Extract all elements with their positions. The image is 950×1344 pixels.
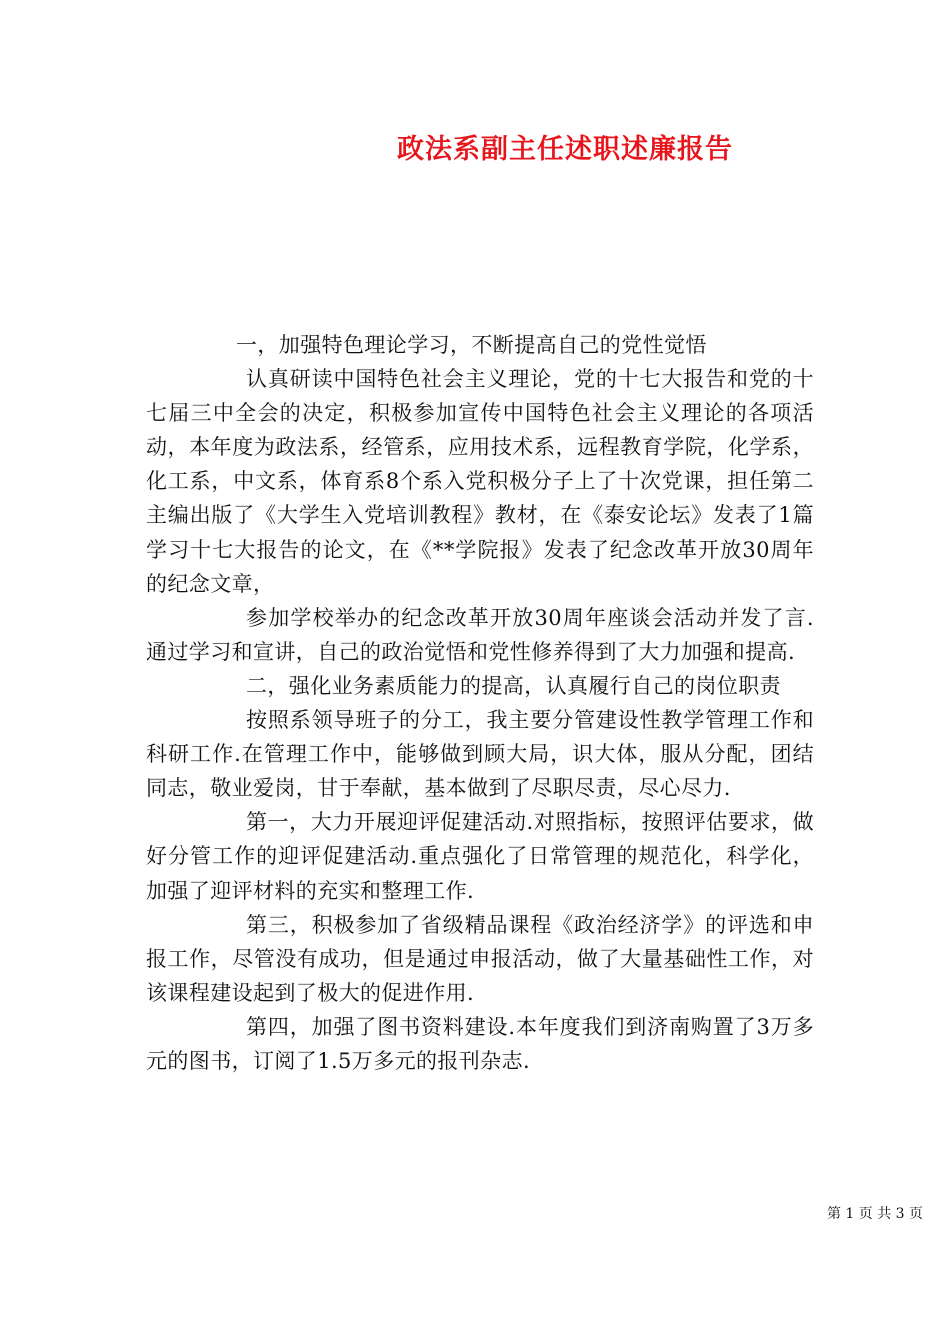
body-paragraph: 参加学校举办的纪念改革开放30周年座谈会活动并发了言.通过学习和宣讲，自己的政治觉悟和党性修养得到了大力加强和提高. (146, 605, 814, 664)
page-footer (0, 1205, 950, 1223)
page-number: 第 1 页 共 3 页 (826, 1206, 924, 1222)
document-body (146, 328, 814, 1078)
body-paragraph: 按照系领导班子的分工，我主要分管建设性教学管理工作和科研工作.在管理工作中，能够做到顾大局，识大体，服从分配，团结同志，敬业爱岗，甘于奉献，基本做到了尽职尽责，尽心尽力. (146, 708, 814, 801)
body-paragraph: 认真研读中国特色社会主义理论，党的十七大报告和党的十七届三中全会的决定，积极参加宣传中国特色社会主义理论的各项活动，本年度为政法系，经管系，应用技术系，远程教育学院，化学系，化工系，中文系，体育系8个系入党积极分子上了十次党课，担任第二主编出版了《大学生入党培训教程》教材，在《泰安论坛》发表了1篇学习十七大报告的论文，在《**学院报》发表了纪念改革开放30周年的纪念文章， (146, 367, 814, 596)
body-paragraph: 第一，大力开展迎评促建活动.对照指标，按照评估要求，做好分管工作的迎评促建活动.重点强化了日常管理的规范化，科学化，加强了迎评材料的充实和整理工作. (146, 810, 814, 903)
section-heading: 一，加强特色理论学习，不断提高自己的党性觉悟 (236, 333, 707, 357)
body-paragraph: 第四，加强了图书资料建设.本年度我们到济南购置了3万多元的图书，订阅了1.5万多元的报刊杂志. (146, 1014, 814, 1073)
document-title: 政法系副主任述职述廉报告 (397, 134, 733, 165)
section-heading: 二，强化业务素质能力的提高，认真履行自己的岗位职责 (246, 673, 781, 698)
body-paragraph: 第三，积极参加了省级精品课程《政治经济学》的评选和申报工作，尽管没有成功，但是通过申报活动，做了大量基础性工作，对该课程建设起到了极大的促进作用. (146, 912, 814, 1005)
